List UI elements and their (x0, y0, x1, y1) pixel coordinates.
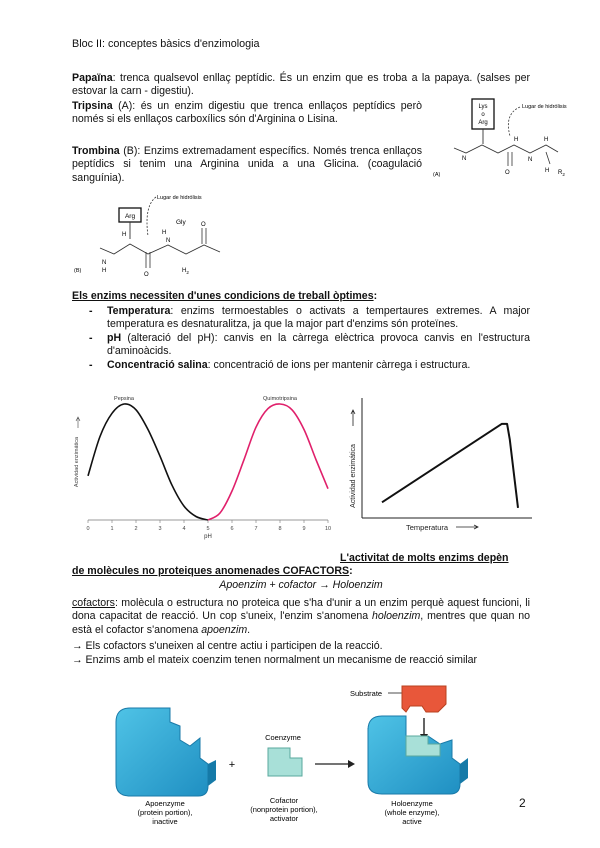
cof-caption-2: (nonprotein portion), (250, 805, 318, 814)
panel-b-label: (B) (74, 268, 82, 274)
h-label-b2: H (122, 232, 127, 238)
gly-label: Gly (176, 219, 186, 226)
def-apo: apoenzim (201, 623, 248, 636)
oxygen-label-b1: O (144, 272, 149, 278)
conditions-list (87, 305, 530, 372)
condition-term: Temperatura (107, 305, 171, 317)
x-tick-label: 8 (278, 526, 282, 532)
substrate-label: Substrate (350, 689, 383, 698)
h-label-a1: H (514, 137, 519, 143)
cofactors-heading-end: : (349, 565, 353, 577)
apo-caption-2: (protein portion), (137, 808, 193, 817)
page-header: Bloc II: conceptes bàsics d'enzimologia (72, 38, 260, 50)
def-text-2: , mentres que quan no està el cofactor s'anomena (72, 610, 530, 636)
r2-label: $R_2$ (558, 170, 565, 177)
x-tick-label: 9 (302, 526, 306, 532)
condition-term: Concentració salina (107, 358, 208, 371)
n-label-a0: N (462, 156, 467, 162)
x-tick-label: 2 (134, 526, 138, 532)
cofactor-bullet: → Enzims amb el mateix coenzim tenen normalment un mecanisme de reacció similar (72, 654, 478, 666)
arg-label: Arg (124, 213, 136, 220)
trombina-text: : Enzims extremadament específics. Només trenca enllaços peptídics si tenim una Arginina unida a una Glicina. (coagulació sanguínia). (72, 145, 422, 184)
x-axis-arrow (456, 525, 478, 529)
def-holo: holoenzim (371, 610, 421, 623)
temperature-activity-chart (348, 390, 533, 536)
x-tick-label: 7 (254, 526, 258, 532)
cofactor-bullet: → Els cofactors s'uneixen al centre actiu i participen de la reacció. (72, 640, 383, 652)
apo-caption-3: inactive (152, 817, 178, 826)
plus-sign: + (228, 759, 236, 771)
y-axis-label: Actividad enzimática (74, 436, 80, 488)
condition-text: : concentració de ions per mantenir càrrega i estructura. (207, 358, 471, 371)
box-line-3: Arg (478, 120, 488, 126)
panel-a-label: (A) (433, 172, 441, 178)
series-line-2 (208, 404, 328, 520)
holo-caption-3: active (402, 817, 422, 826)
apo-caption-1: Apoenzyme (145, 799, 185, 808)
thrombin-site-figure (72, 192, 242, 280)
cofactors-heading-line2 (72, 565, 353, 577)
cofactor-term: cofactors (72, 597, 115, 609)
oxygen-label-a: O (505, 170, 510, 176)
apoenzyme-shape (116, 708, 216, 796)
cof-caption-1: Cofactor (269, 796, 299, 805)
cofactor-equation: Apoenzim + cofactor → Holoenzim (219, 579, 383, 591)
series-label-2: Quimotripsina (263, 396, 297, 402)
conditions-heading: Els enzims necessiten d'unes condicions de treball òptimes: (72, 290, 378, 302)
condition-text: : enzims termoestables o activats a tempertaures extremes. A major temperatura es desnaturalitza, ja que la major part d'enzims són proteïnes. (107, 305, 530, 331)
tripsina-term: Tripsina (72, 100, 113, 112)
page-number: 2 (519, 796, 526, 810)
papaina-term: Papaïna (72, 72, 113, 84)
tripsina-tag: (A) (118, 100, 133, 112)
series-label-1: Pepsina (114, 396, 134, 402)
holo-caption-1: Holoenzyme (391, 799, 433, 808)
cofactors-heading-1: L'activitat de molts enzims depèn (340, 552, 509, 564)
trombina-term: Trombina (72, 145, 120, 157)
papaina-text: : trenca qualsevol enllaç peptídic. És un enzim que es troba a la papaya. (salses per estovar la carn - digestiu). (72, 72, 530, 98)
x-axis-label: pH (204, 534, 212, 540)
list-item (87, 305, 530, 332)
cofactors-heading-line1 (340, 552, 509, 564)
h-label-a2: H (544, 137, 549, 143)
ph-activity-chart (72, 388, 342, 546)
series-line-1 (88, 404, 208, 520)
trombina-paragraph (72, 145, 422, 185)
trypsin-site-figure (432, 96, 572, 180)
substrate-shape (402, 686, 446, 712)
list-item (87, 332, 530, 359)
h2-label: $H_2$ (182, 268, 189, 275)
y-axis-label: Actividad enzimática (350, 444, 357, 508)
cof-caption-3: activator (269, 814, 299, 823)
x-tick-label: 5 (206, 526, 210, 532)
x-tick-label: 10 (324, 526, 332, 532)
series-line-1 (382, 424, 518, 508)
holoenzyme-diagram (110, 678, 470, 834)
condition-term: pH (107, 331, 122, 344)
n-label-b2: N (166, 238, 171, 244)
coenzyme-label: Coenzyme (265, 733, 301, 742)
cofactors-heading-2: de molècules no proteiques anomenades COFACTORS (72, 565, 350, 577)
x-tick-label: 1 (110, 526, 114, 532)
x-tick-label: 6 (230, 526, 234, 532)
n-label-b1: N (102, 260, 107, 266)
hydrolysis-site-label-b: Lugar de hidrólisis (157, 195, 202, 201)
x-tick-label: 0 (86, 526, 90, 532)
y-axis-arrow (76, 417, 80, 428)
h-label-b3: H (162, 230, 167, 236)
def-text-1: : molècula o estructura no proteica que s'ha d'unir a un enzim perquè aquest funcioni, li dona capacitat de reacció. Un cop s'uneix, l'enzim s'anomena (72, 597, 530, 623)
condition-text: (alteració del pH): canvis en la càrrega elèctrica provoca canvis en l'estructura d'aminoàcids. (107, 331, 530, 358)
trombina-tag: (B) (123, 145, 138, 157)
papaina-paragraph (72, 72, 530, 99)
x-axis-label: Temperatura (406, 523, 449, 532)
def-end: . (247, 623, 251, 636)
holoenzyme-shape (368, 716, 468, 794)
hydrolysis-site-label: Lugar de hidrólisis (522, 104, 567, 110)
cofactor-definition (72, 597, 530, 637)
box-line-1: Lys (478, 104, 488, 110)
oxygen-label-b2: O (201, 222, 206, 228)
conditions-heading-text: Els enzims necessiten d'unes condicions de treball òptimes (72, 290, 374, 302)
h-label-a3: H (545, 168, 550, 174)
h-label-b1: H (102, 268, 107, 274)
list-item (87, 359, 530, 372)
tripsina-text: : és un enzim digestiu que trenca enllaços peptídics però només si els enllaços carboxílics són d'Arginina o Lisina. (72, 100, 422, 126)
x-tick-label: 3 (158, 526, 162, 532)
box-line-2: o (481, 112, 485, 118)
n-label-a: N (528, 157, 533, 163)
coenzyme-shape (268, 748, 302, 776)
x-tick-label: 4 (182, 526, 186, 532)
y-axis-arrow (351, 410, 355, 426)
tripsina-paragraph (72, 100, 422, 127)
holo-caption-2: (whole enzyme), (384, 808, 440, 817)
